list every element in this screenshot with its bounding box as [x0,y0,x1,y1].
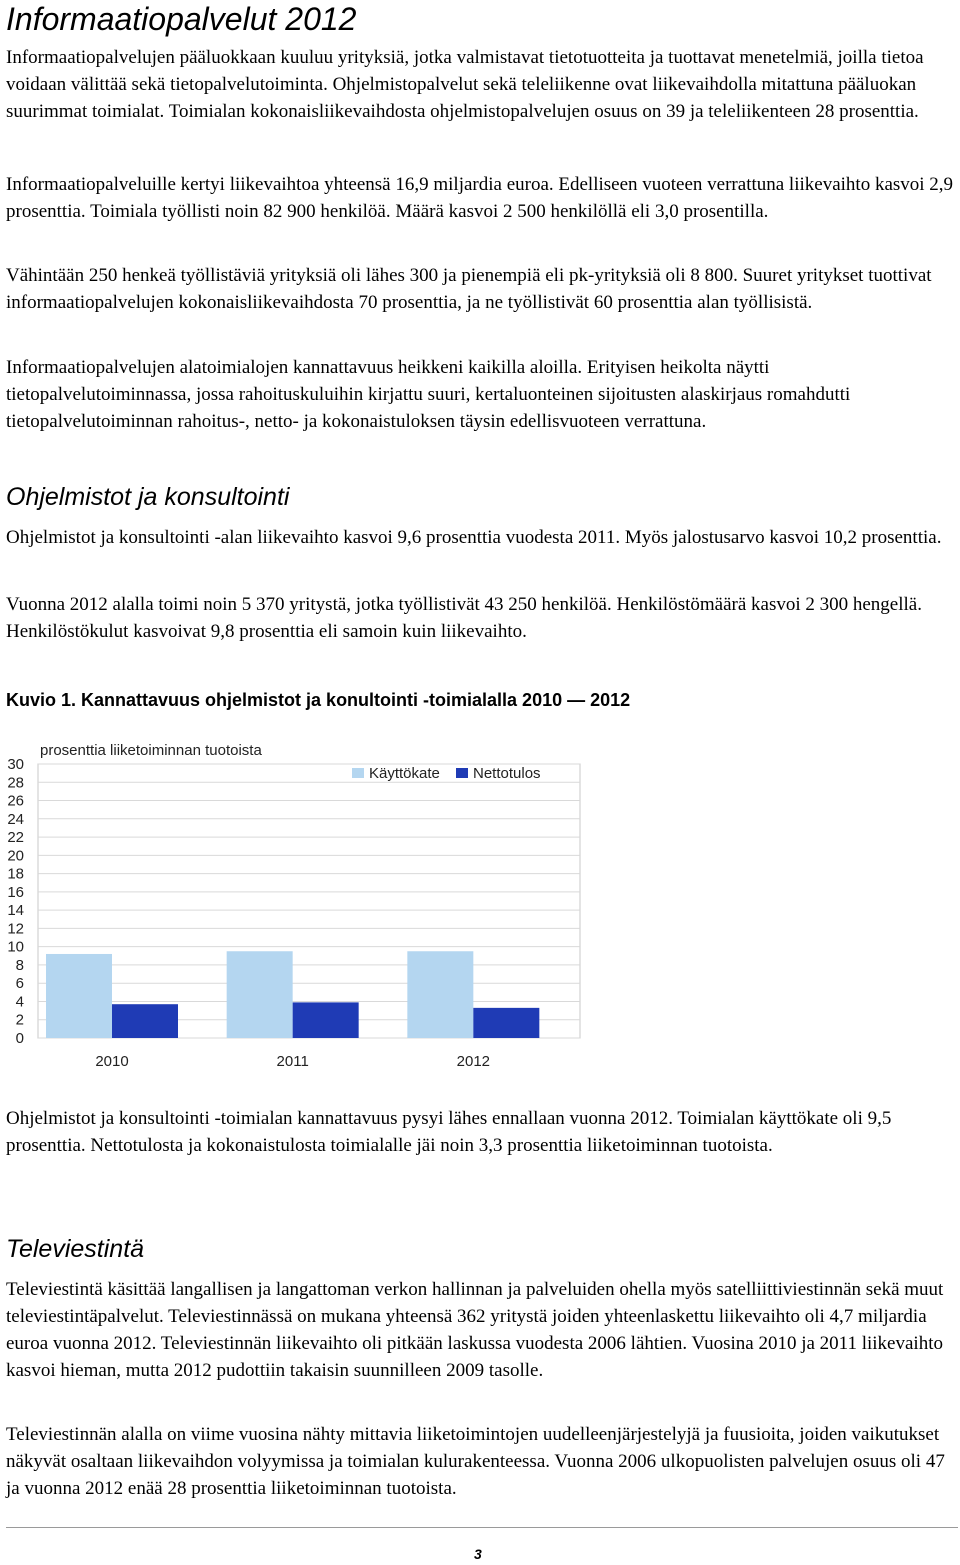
y-tick-label: 12 [7,920,24,938]
y-tick-label: 2 [15,1011,24,1029]
y-tick-label: 16 [7,883,24,901]
x-tick-label: 2011 [276,1053,309,1070]
y-tick-label: 28 [7,774,24,792]
y-tick-label: 20 [7,847,24,865]
intro-paragraph-2: Informaatiopalveluille kertyi liikevaihtoa yhteensä 16,9 miljardia euroa. Edelliseen vuoteen verrattuna liikevaihto kasvoi 2,9 prosenttia. Toimiala työllisti noin 82 900 henkilöä. Määrä kasvoi 2 500 henkilöllä eli 3,0 prosentilla. [6,174,954,222]
section1-paragraph-2: Vuonna 2012 alalla toimi noin 5 370 yritystä, jotka työllistivät 43 250 henkilöä. Henkilöstömäärä kasvoi 2 300 hengellä. Henkilöstökulut kasvoivat 9,8 prosenttia eli samoin kuin liikevaihto. [6,594,922,642]
bar-nettotulos-2012 [473,1008,539,1038]
legend-label: Käyttökate [369,765,440,782]
y-tick-label: 22 [7,829,24,847]
x-tick-label: 2010 [95,1053,129,1070]
y-tick-label: 4 [15,993,24,1011]
bar-käyttökate-2010 [46,954,112,1038]
page-title: Informaatiopalvelut 2012 [6,1,357,37]
page-number: 3 [474,1546,482,1562]
section1-paragraph-1: Ohjelmistot ja konsultointi -alan liikevaihto kasvoi 9,6 prosenttia vuodesta 2011. Myös jalostusarvo kasvoi 10,2 prosenttia. [6,527,942,548]
legend-label: Nettotulos [473,765,541,782]
y-tick-label: 10 [7,938,24,956]
bar-nettotulos-2010 [112,1004,178,1038]
intro-paragraph-3: Vähintään 250 henkeä työllistäviä yrityksiä oli lähes 300 ja pienempiä eli pk-yrityksiä oli 8 800. Suuret yritykset tuottivat informaatiopalvelujen kokonaisliikevaihdosta 70 prosenttia, ja ne työllistivät 60 prosenttia alan työllisistä. [6,265,932,313]
x-tick-label: 2012 [456,1053,491,1070]
legend-swatch-nettotulos [456,768,468,778]
y-tick-label: 6 [15,975,24,993]
bar-käyttökate-2011 [227,951,293,1038]
y-tick-label: 8 [15,956,24,974]
y-tick-label: 26 [7,792,24,810]
bar-chart [0,740,600,1070]
footer-divider [6,1527,958,1528]
legend-swatch-käyttökate [352,768,364,778]
section-heading-ohjelmistot: Ohjelmistot ja konsultointi [6,483,290,511]
y-tick-label: 0 [15,1030,24,1047]
y-tick-label: 18 [7,865,24,883]
intro-paragraph-1: Informaatiopalvelujen pääluokkaan kuuluu yrityksiä, jotka valmistavat tietotuotteita ja tuottavat menetelmiä, joilla tietoa voidaan välittää sekä tietopalvelutoiminta. Ohjelmistopalvelut sekä teleliikenne ovat liikevaihdolla mitattuna pääluokan suurimmat toimialat. Toimialan kokonaisliikevaihdosta ohjelmistopalvelujen osuus on 39 ja teleliikenteen 28 prosenttia. [6,47,924,122]
section-heading-televiestinta: Televiestintä [6,1235,145,1263]
intro-paragraph-4: Informaatiopalvelujen alatoimialojen kannattavuus heikkeni kaikilla aloilla. Erityisen heikolta näytti tietopalvelutoiminnassa, jossa rahoituskuluihin kirjattu suuri, kertaluonteinen sijoitusten alaskirjaus romahdutti tietopalvelutoiminnan rahoitus-, netto- ja kokonaistuloksen täysin edellisvuoteen verrattuna. [6,357,851,432]
bar-käyttökate-2012 [407,951,473,1038]
plot-area [38,764,580,1038]
y-tick-label: 24 [7,810,24,828]
y-tick-label: 14 [7,902,24,920]
section2-paragraph-2: Televiestinnän alalla on viime vuosina nähty mittavia liiketoimintojen uudelleenjärjestelyjä ja fuusioita, joiden vaikutukset näkyvät osaltaan liikevaihdon volyymissa ja toimialan kulurakenteessa. Vuonna 2006 ulkopuolisten palvelujen osuus oli 47 ja vuonna 2012 enää 28 prosenttia liiketoiminnan tuotoista. [6,1424,945,1499]
section2-paragraph-1: Televiestintä käsittää langallisen ja langattoman verkon hallinnan ja palveluiden ohella myös satelliittiviestinnän sekä muut televiestintäpalvelut. Televiestinnässä on mukana yhteensä 362 yritystä joiden yhteenlaskettu liikevaihto oli 4,7 miljardia euroa vuonna 2012. Televiestinnän liikevaihto oli pitkään laskussa vuodesta 2006 lähtien. Vuosina 2010 ja 2011 liikevaihto kasvoi hieman, mutta 2012 pudottiin takaisin suunnilleen 2009 tasolle. [6,1279,944,1381]
bar-nettotulos-2011 [293,1002,359,1038]
y-tick-label: 30 [7,756,24,773]
y-axis-label: prosenttia liiketoiminnan tuotoista [40,742,262,759]
section1-after-figure: Ohjelmistot ja konsultointi -toimialan kannattavuus pysyi lähes ennallaan vuonna 2012. Toimialan käyttökate oli 9,5 prosenttia. Nettotulosta ja kokonaistulosta toimialalle jäi noin 3,3 prosenttia liiketoiminnan tuotoista. [6,1108,892,1156]
figure-caption: Kuvio 1. Kannattavuus ohjelmistot ja konultointi -toimialalla 2010 — 2012 [6,690,631,710]
